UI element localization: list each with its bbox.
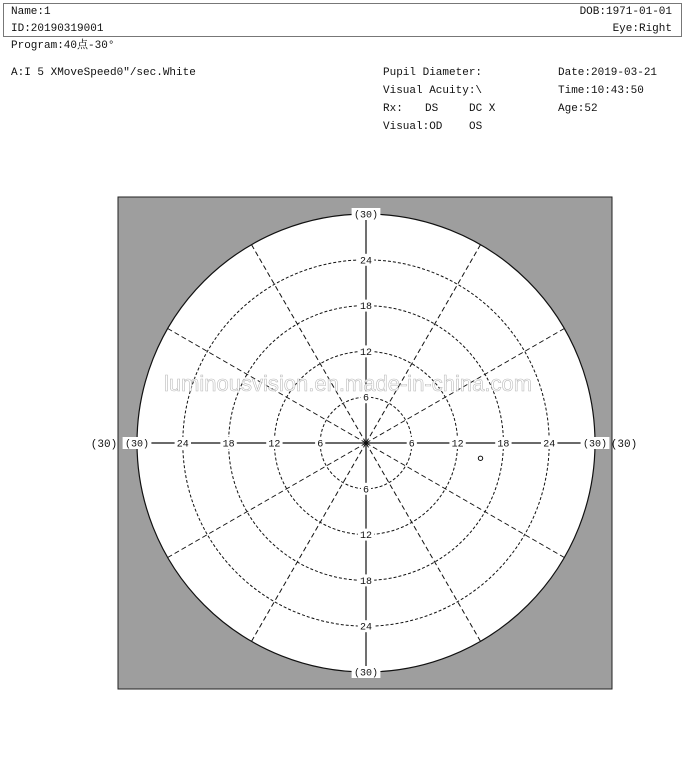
- visual-os: OS: [469, 121, 483, 133]
- tick-right-24: 24: [543, 439, 556, 451]
- pupil-diameter: Pupil Diameter:: [383, 67, 483, 79]
- outer-label-bottom: (30): [353, 668, 379, 680]
- tick-up-6: 6: [362, 393, 370, 405]
- tick-right-18: 18: [497, 439, 510, 451]
- program-label: Program:40点-30°: [11, 40, 115, 52]
- exam-time: Time:10:43:50: [558, 85, 644, 97]
- patient-age: Age:52: [558, 103, 598, 115]
- tick-left-12: 12: [268, 439, 281, 451]
- patient-name: Name:1: [11, 6, 51, 18]
- tick-right-6: 6: [408, 439, 415, 451]
- eye-side: Eye:Right: [612, 23, 672, 35]
- tick-left-6: 6: [317, 439, 324, 451]
- visual-od: Visual:OD: [383, 121, 443, 133]
- rx-dc: DC X: [469, 103, 496, 115]
- rx-ds: DS: [425, 103, 439, 115]
- patient-dob: DOB:1971-01-01: [579, 6, 672, 18]
- tick-down-6: 6: [362, 485, 370, 497]
- tick-up-18: 18: [359, 302, 373, 314]
- exam-date: Date:2019-03-21: [558, 67, 658, 79]
- tick-down-18: 18: [359, 576, 373, 588]
- patient-id: ID:20190319001: [11, 23, 104, 35]
- tick-up-24: 24: [359, 256, 373, 268]
- outer-label-left: (30): [124, 439, 150, 451]
- watermark: luminousvision.en.made-in-china.com: [163, 371, 533, 396]
- visual-acuity: Visual Acuity:\: [383, 85, 483, 97]
- outer-label-top: (30): [353, 210, 379, 222]
- tick-left-18: 18: [222, 439, 235, 451]
- rx-label: Rx:: [383, 103, 403, 115]
- tick-up-12: 12: [359, 347, 373, 359]
- outer-label-right: (30): [582, 439, 608, 451]
- tick-down-24: 24: [359, 622, 373, 634]
- outside-label-right: (30): [610, 439, 638, 451]
- tick-left-24: 24: [176, 439, 189, 451]
- outside-label-left: (30): [90, 439, 118, 451]
- tick-down-12: 12: [359, 531, 373, 543]
- stimulus-label: A:I 5 XMoveSpeed0"/sec.White: [11, 67, 196, 79]
- tick-right-12: 12: [451, 439, 464, 451]
